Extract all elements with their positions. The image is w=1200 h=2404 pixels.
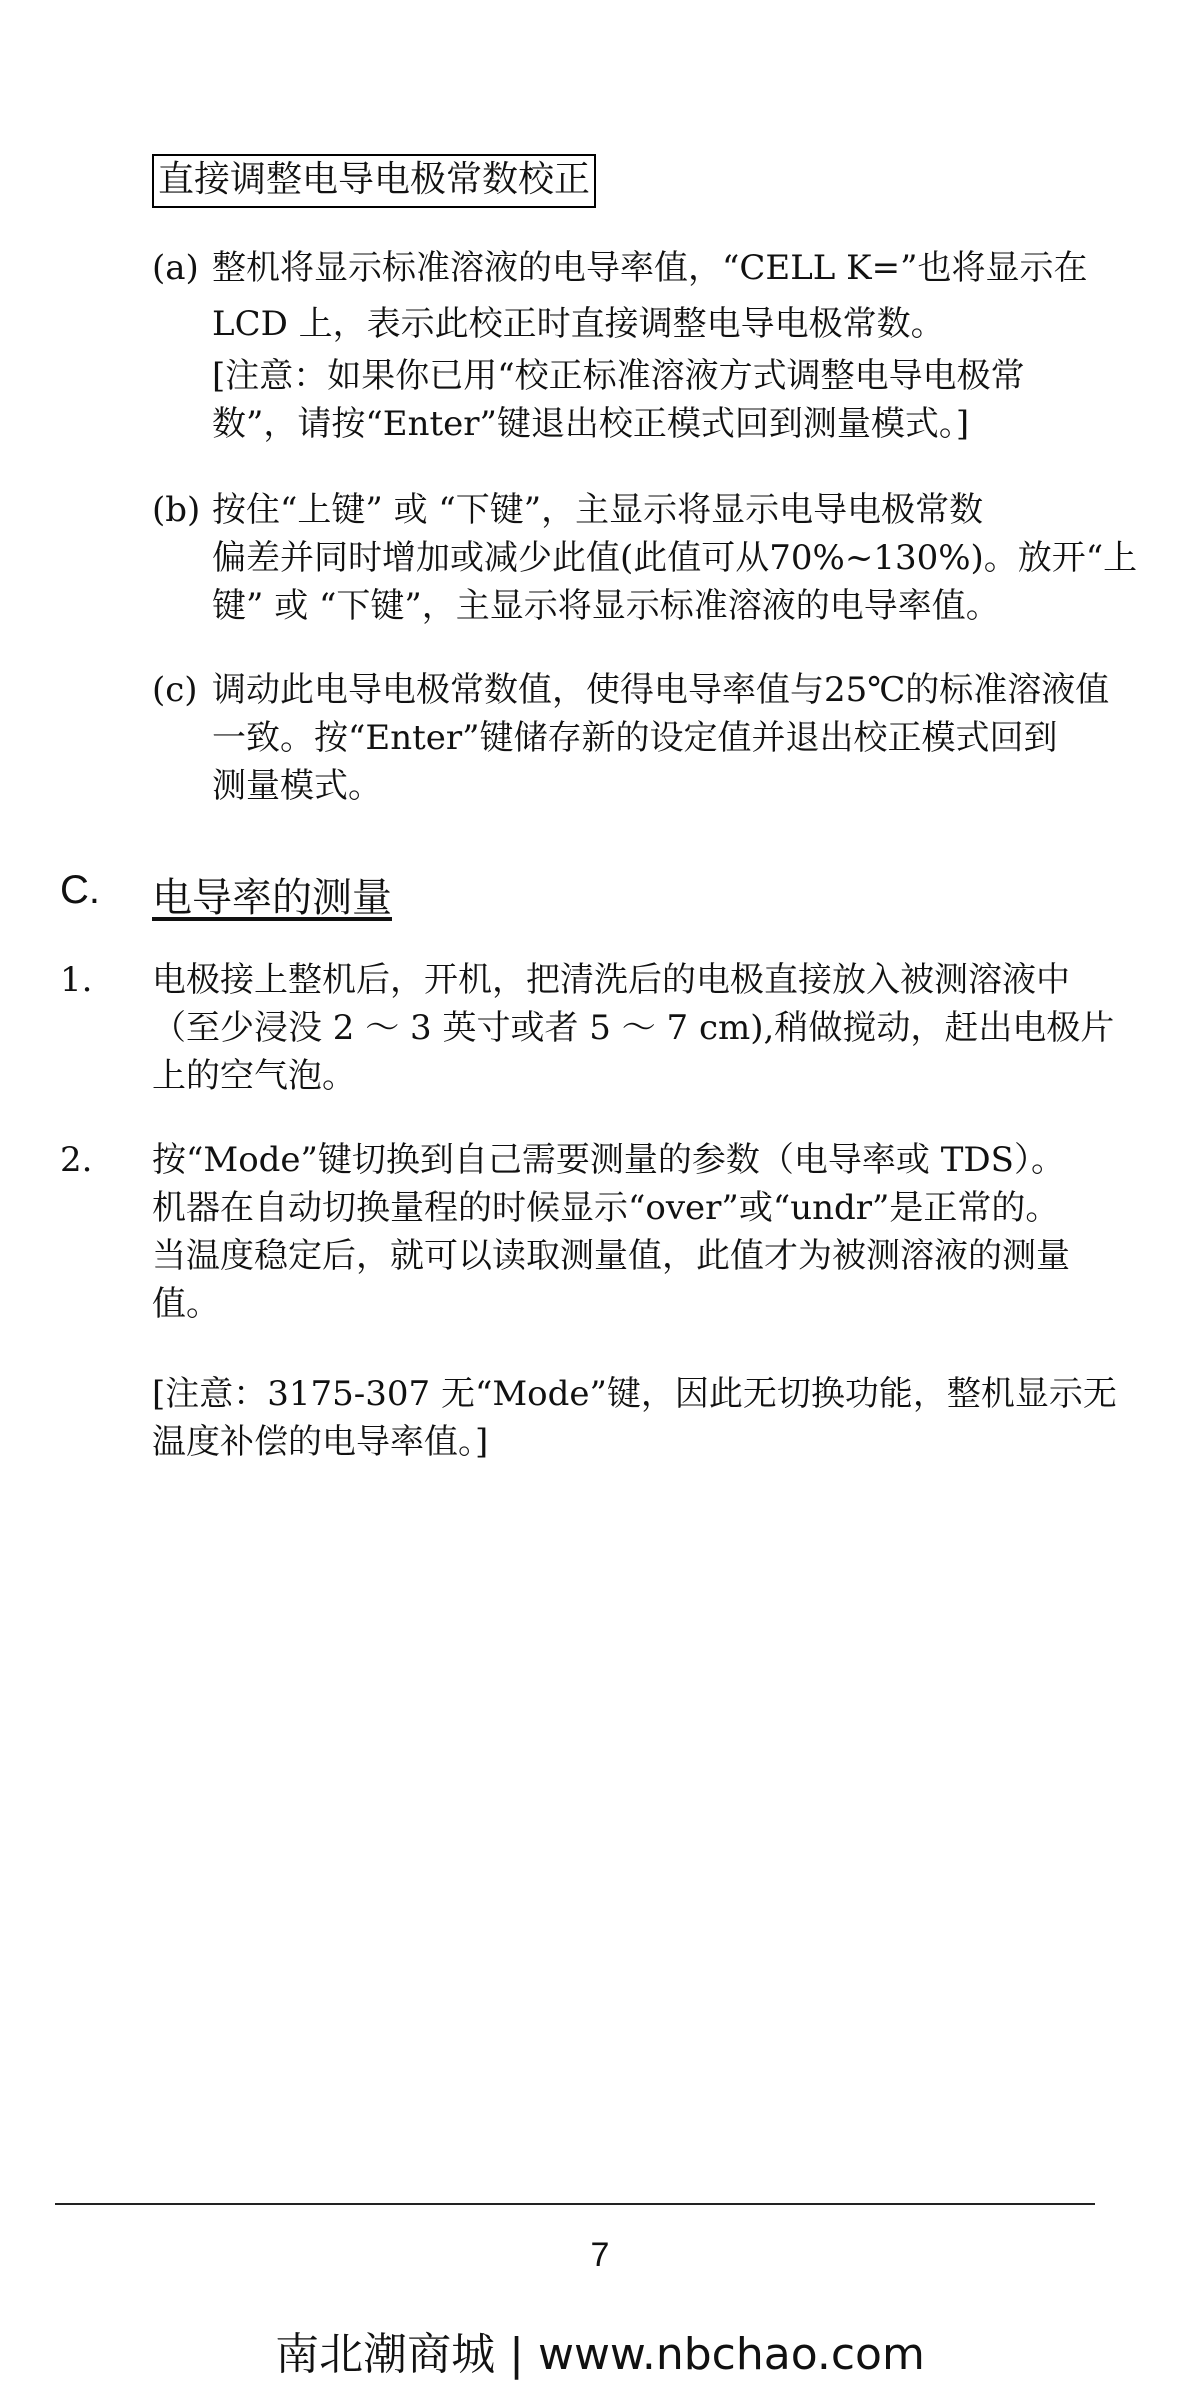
- item-c-line1: 调动此电导电极常数值，使得电导率值与25℃的标准溶液值: [212, 670, 1110, 710]
- step-2-number: 2.: [60, 1140, 93, 1180]
- item-c-line2: 一致。按“Enter”键储存新的设定值并退出校正模式回到: [212, 718, 1058, 758]
- item-b-line1: 按住“上键” 或 “下键”，主显示将显示电导电极常数: [212, 490, 984, 530]
- step-2-line2: 机器在自动切换量程的时候显示“over”或“undr”是正常的。: [152, 1188, 1060, 1228]
- step-1-number: 1.: [60, 960, 93, 1000]
- final-note-line1: [注意：3175-307 无“Mode”键，因此无切换功能，整机显示无: [152, 1374, 1117, 1414]
- step-1-line1: 电极接上整机后，开机，把清洗后的电极直接放入被测溶液中: [152, 960, 1070, 1000]
- step-1-line2: （至少浸没 2 ～ 3 英寸或者 5 ～ 7 cm),稍做搅动，赶出电极片: [152, 1008, 1115, 1048]
- item-a-note-line2: 数”，请按“Enter”键退出校正模式回到测量模式。]: [212, 404, 970, 444]
- section-heading: 直接调整电导电极常数校正: [152, 154, 596, 208]
- step-2-line4: 值。: [152, 1284, 220, 1324]
- item-c-line3: 测量模式。: [212, 766, 382, 806]
- item-a-label: (a): [152, 248, 199, 288]
- item-a-note-line1: [注意：如果你已用“校正标准溶液方式调整电导电极常: [212, 356, 1025, 396]
- item-b-line2: 偏差并同时增加或减少此值(此值可从70%~130%)。放开“上: [212, 538, 1138, 578]
- page-number: 7: [590, 2236, 610, 2274]
- footer-watermark: 南北潮商城 | www.nbchao.com: [275, 2329, 925, 2380]
- item-a-line1: 整机将显示标准溶液的电导率值，“CELL K=”也将显示在: [212, 248, 1088, 288]
- item-a-line2: LCD 上，表示此校正时直接调整电导电极常数。: [212, 304, 945, 344]
- step-1-line3: 上的空气泡。: [152, 1056, 356, 1096]
- step-2-line3: 当温度稳定后，就可以读取测量值，此值才为被测溶液的测量: [152, 1236, 1070, 1276]
- footer-rule: [55, 2203, 1095, 2205]
- item-c-label: (c): [152, 670, 198, 710]
- item-b-line3: 键” 或 “下键”，主显示将显示标准溶液的电导率值。: [212, 586, 1000, 626]
- item-b-label: (b): [152, 490, 201, 530]
- final-note-line2: 温度补偿的电导率值。]: [152, 1422, 489, 1462]
- step-2-line1: 按“Mode”键切换到自己需要测量的参数（电导率或 TDS）。: [152, 1140, 1065, 1180]
- section-letter: C.: [60, 868, 100, 912]
- section-title: 电导率的测量: [152, 875, 392, 921]
